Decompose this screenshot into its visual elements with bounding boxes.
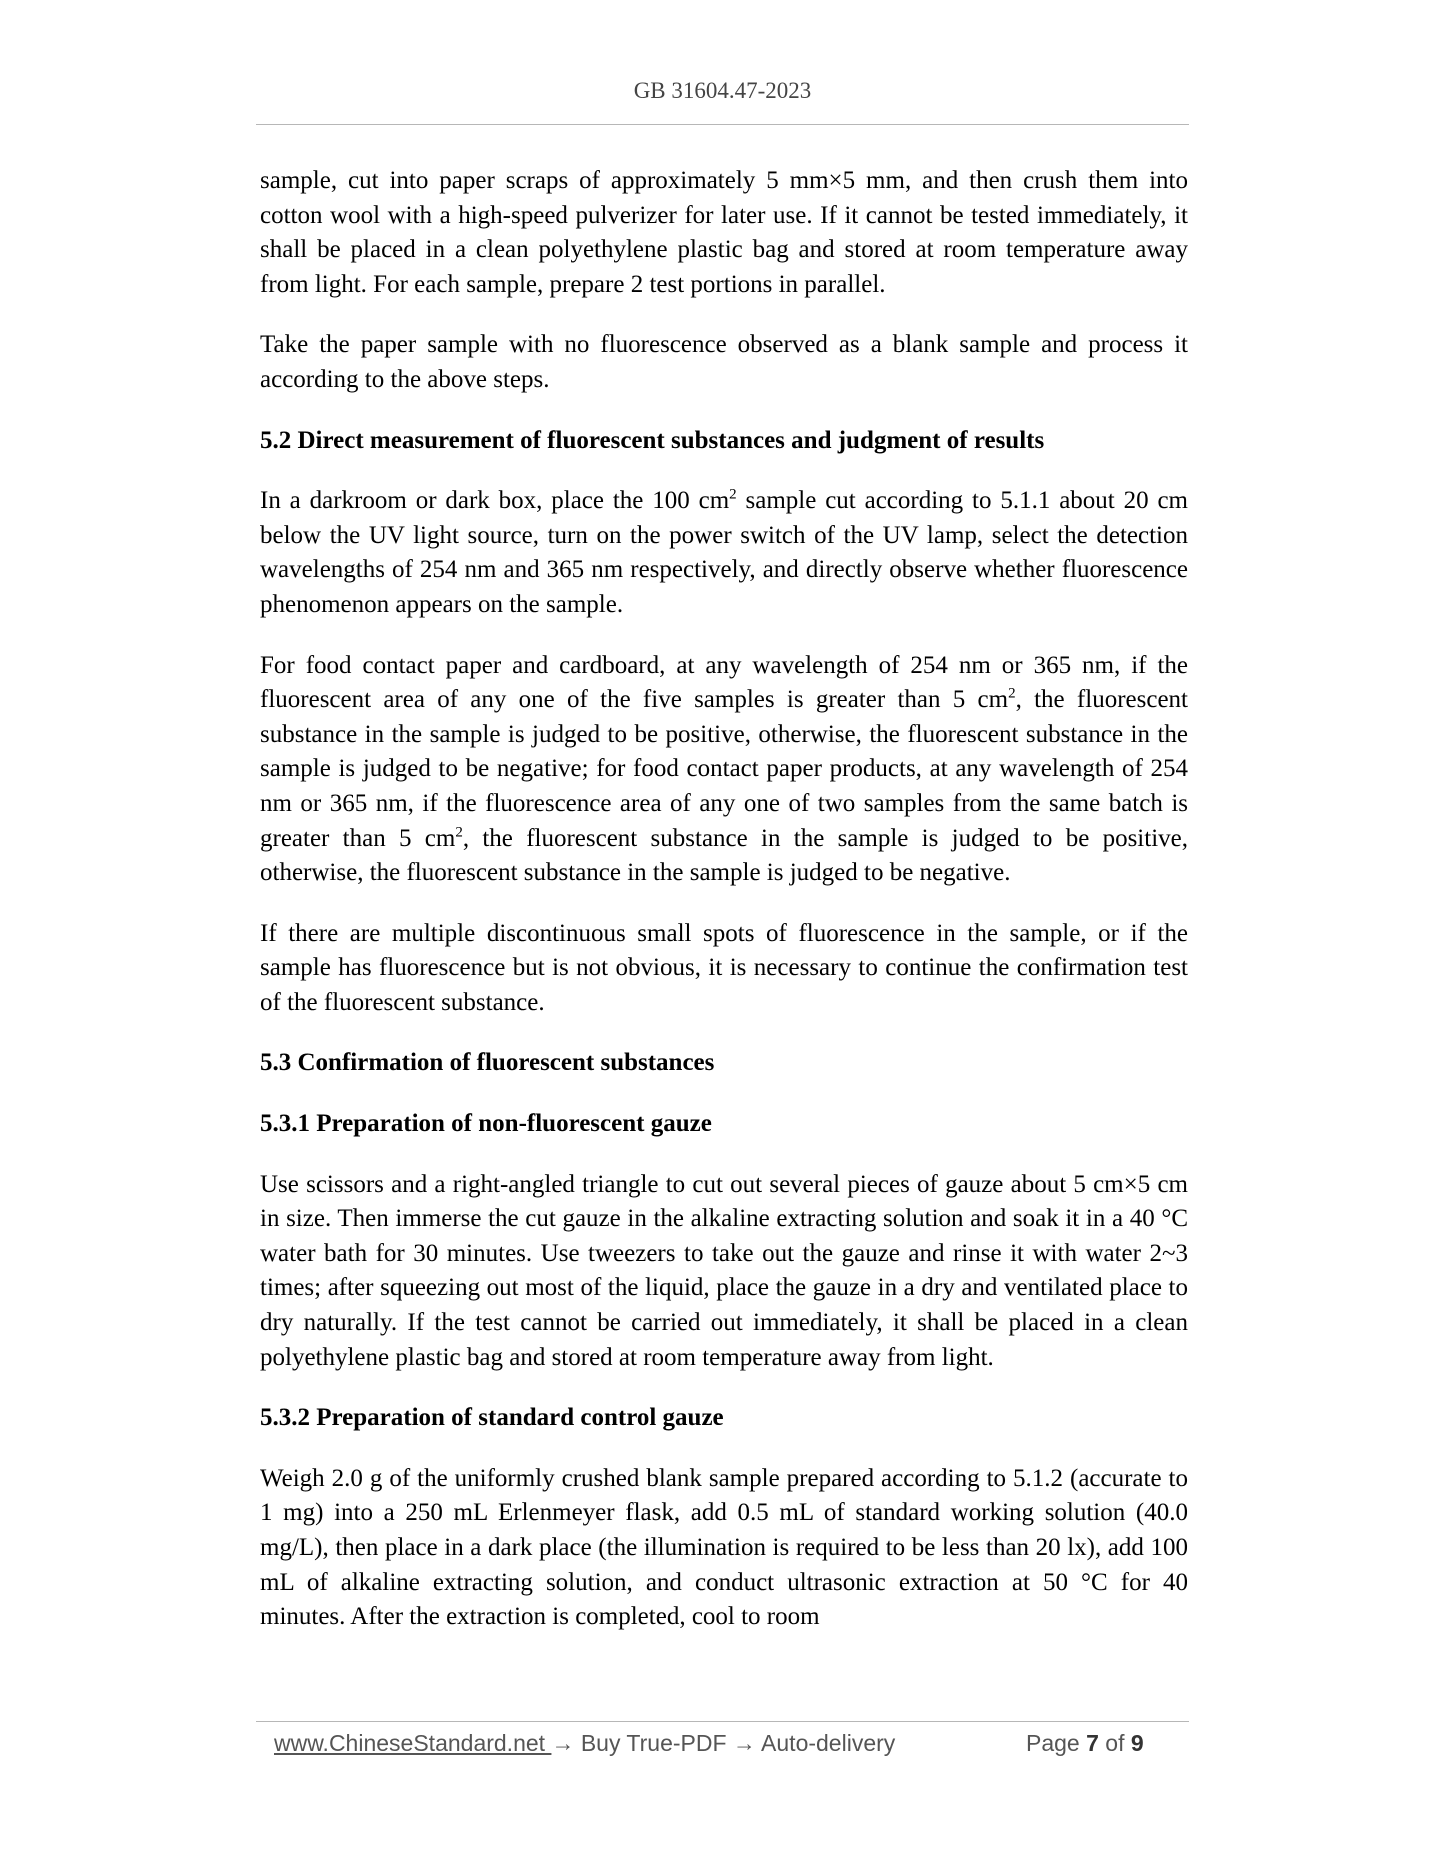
arrow-right-icon: → bbox=[732, 1730, 756, 1756]
page-indicator bbox=[1026, 1730, 1144, 1757]
text-segment: For food contact paper and cardboard, at any wavelength of 254 nm or 365 nm, if the fluorescent area of any one of the five samples is greater than 5 cm bbox=[260, 651, 1188, 714]
superscript: 2 bbox=[1008, 685, 1016, 702]
auto-delivery-text: Auto-delivery bbox=[755, 1730, 896, 1756]
page-footer bbox=[274, 1730, 1174, 1766]
paragraph bbox=[260, 484, 1188, 622]
paragraph bbox=[260, 649, 1188, 891]
website-link[interactable]: www.ChineseStandard.net bbox=[274, 1730, 552, 1756]
footer-divider bbox=[256, 1721, 1189, 1722]
text-segment: sample cut according to 5.1.1 about 20 cm below the UV light source, turn on the power switch of the UV lamp, select the detection wavelengths of 254 nm and 365 nm respectively, and directly observe whether fluorescence phenomenon appears on the sample. bbox=[260, 487, 1188, 618]
paragraph: Use scissors and a right-angled triangle to cut out several pieces of gauze about 5 cm×5 cm in size. Then immerse the cut gauze in the alkaline extracting solution and soak it in a 40 °C water bath for 30 minutes. Use tweezers to take out the gauze and rinse it with water 2~3 times; after squeezing out most of the liquid, place the gauze in a dry and ventilated place to dry naturally. If the test cannot be carried out immediately, it shall be placed in a clean polyethylene plastic bag and stored at room temperature away from light. bbox=[260, 1170, 1188, 1371]
text-segment: In a darkroom or dark box, place the 100 cm bbox=[260, 487, 730, 515]
paragraph: sample, cut into paper scraps of approximately 5 mm×5 mm, and then crush them into cotton wool with a high-speed pulverizer for later use. If it cannot be tested immediately, it shall be placed in a clean polyethylene plastic bag and stored at room temperature away from light. For each sample, prepare 2 test portions in parallel. bbox=[260, 167, 1188, 298]
paragraph: If there are multiple discontinuous small spots of fluorescence in the sample, or if the sample has fluorescence but is not obvious, it is necessary to continue the confirmation test of the fluorescent substance. bbox=[260, 919, 1188, 1016]
superscript: 2 bbox=[729, 486, 737, 503]
page-total: 9 bbox=[1130, 1730, 1144, 1756]
text-segment: , the fluorescent substance in the sample is judged to be positive, otherwise, the fluorescent substance in the sample is judged to be negative; for food contact paper products, at any wavelength of 254 nm or 365 nm, if the fluorescence area of any one of two samples from the same batch is greater than 5 cm bbox=[260, 686, 1188, 852]
text-segment: , the fluorescent substance in the sample is judged to be positive, otherwise, the fluorescent substance in the sample is judged to be negative. bbox=[260, 824, 1188, 887]
buy-pdf-text: Buy True-PDF bbox=[574, 1730, 733, 1756]
header-divider bbox=[256, 124, 1189, 125]
footer-promo bbox=[274, 1730, 895, 1757]
arrow-right-icon: → bbox=[551, 1730, 575, 1756]
page-label: Page bbox=[1026, 1730, 1087, 1756]
section-heading-5-3: 5.3 Confirmation of fluorescent substances bbox=[260, 1049, 715, 1077]
page-number: 7 bbox=[1086, 1730, 1099, 1756]
document-header-title: GB 31604.47-2023 bbox=[633, 78, 812, 103]
of-label: of bbox=[1098, 1730, 1131, 1756]
paragraph: Weigh 2.0 g of the uniformly crushed blank sample prepared according to 5.1.2 (accurate to 1 mg) into a 250 mL Erlenmeyer flask, add 0.5 mL of standard working solution (40.0 mg/L), then place in a dark place (the illumination is required to be less than 20 lx), add 100 mL of alkaline extracting solution, and conduct ultrasonic extraction at 50 °C for 40 minutes. After the extraction is completed, cool to room bbox=[260, 1464, 1188, 1631]
document-body bbox=[260, 164, 1188, 1661]
superscript: 2 bbox=[455, 824, 463, 841]
paragraph: Take the paper sample with no fluorescence observed as a blank sample and process it according to the above steps. bbox=[260, 331, 1188, 393]
section-heading-5-2: 5.2 Direct measurement of fluorescent substances and judgment of results bbox=[260, 426, 1045, 454]
section-heading-5-3-2: 5.3.2 Preparation of standard control gauze bbox=[260, 1404, 724, 1432]
section-heading-5-3-1: 5.3.1 Preparation of non-fluorescent gauze bbox=[260, 1110, 712, 1138]
